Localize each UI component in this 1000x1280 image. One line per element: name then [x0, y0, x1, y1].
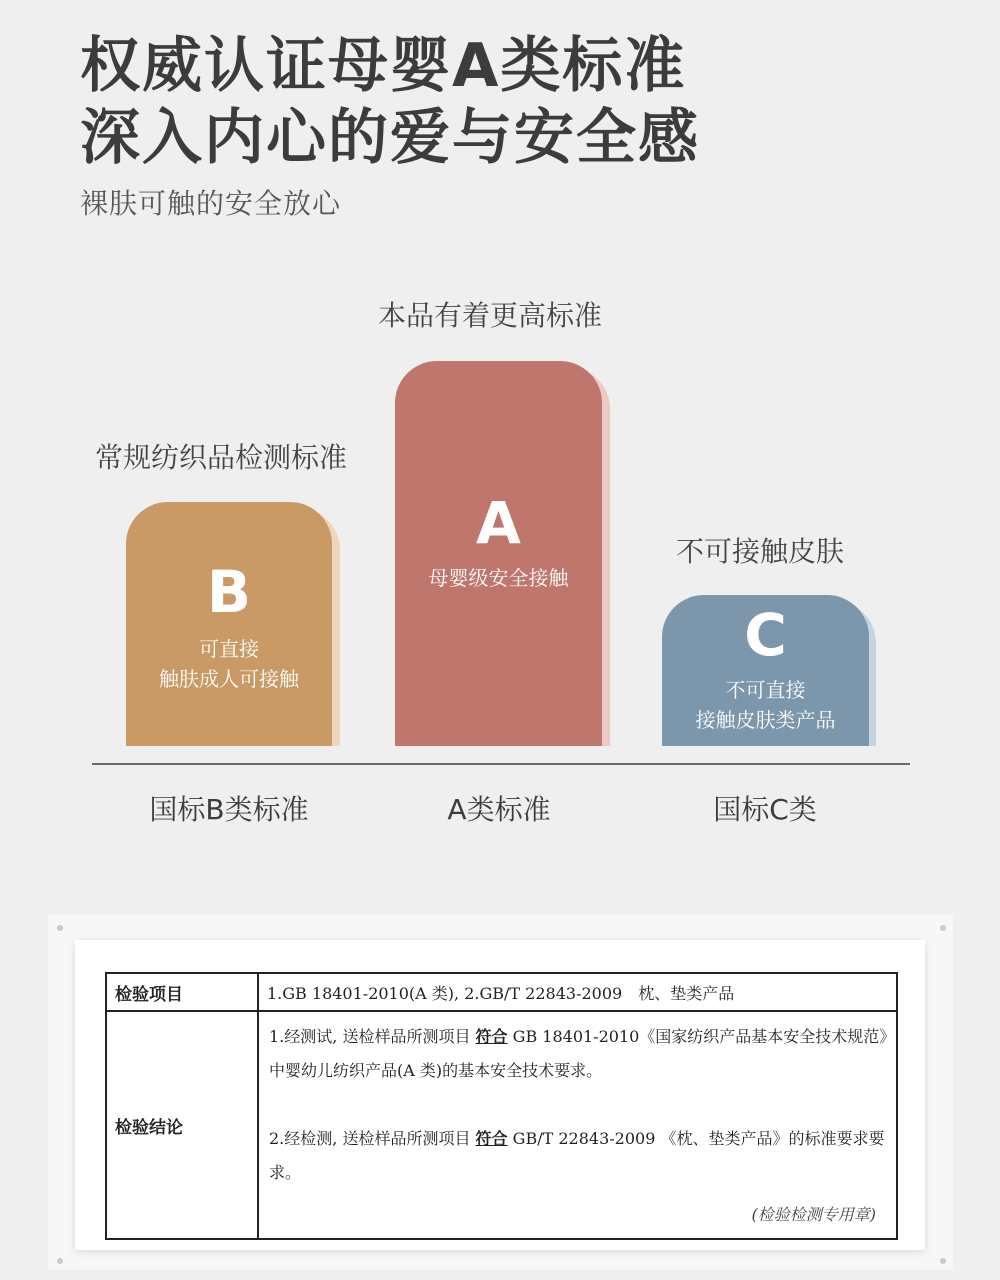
headline-line-2: 深入内心的爱与安全感 — [80, 103, 700, 173]
bar-a-letter: A — [476, 489, 521, 557]
conclusion-label: 检验结论 — [106, 1011, 258, 1239]
bar-caption-c: 不可接触皮肤 — [676, 535, 845, 568]
conclusion-2-suffix: GB/T 22843-2009 《枕、垫类产品》的标准要求要求。 — [269, 1129, 885, 1182]
conclusion-text — [258, 1011, 897, 1239]
conclusion-2 — [269, 1122, 888, 1190]
pin-dot — [940, 1258, 946, 1264]
bar-b-desc-2: 触肤成人可接触 — [159, 667, 299, 691]
bar-b-desc-1: 可直接 — [199, 637, 259, 661]
items-label: 检验项目 — [106, 973, 258, 1011]
bar-c-letter: C — [744, 601, 787, 669]
bar-c-desc-1: 不可直接 — [725, 678, 806, 702]
conclusion-1-mark: 符合 — [475, 1027, 508, 1046]
pin-dot — [57, 925, 63, 931]
baseline-divider — [92, 763, 910, 765]
table-row — [106, 973, 897, 1011]
subheadline: 裸肤可触的安全放心 — [80, 187, 342, 220]
headline-line-1: 权威认证母婴A类标准 — [80, 31, 687, 101]
axis-label-b: 国标B类标准 — [149, 793, 309, 826]
conclusion-1-suffix: GB 18401-2010《国家纺织产品基本安全技术规范》中婴幼儿纺织产品(A 类)的基本安全技术要求。 — [269, 1027, 888, 1080]
bar-b — [126, 502, 332, 746]
bar-c-desc-2: 接触皮肤类产品 — [695, 708, 836, 732]
bar-c — [662, 595, 869, 746]
conclusion-2-prefix: 2.经检测, 送检样品所测项目 — [269, 1129, 471, 1148]
bar-caption-a: 本品有着更高标准 — [378, 299, 603, 332]
table-row — [106, 1011, 897, 1239]
conclusion-1 — [269, 1020, 888, 1088]
items-value: 1.GB 18401-2010(A 类), 2.GB/T 22843-2009 枕、垫类产品 — [258, 973, 897, 1011]
axis-label-c: 国标C类 — [713, 793, 817, 826]
bar-a — [395, 361, 602, 746]
headline — [80, 30, 700, 174]
bar-caption-b: 常规纺织品检测标准 — [95, 441, 348, 474]
inspection-table — [105, 972, 898, 1240]
bar-b-letter: B — [206, 558, 252, 626]
conclusion-1-prefix: 1.经测试, 送检样品所测项目 — [269, 1027, 471, 1046]
seal-note: (检验检测专用章) — [751, 1205, 876, 1224]
pin-dot — [57, 1258, 63, 1264]
bar-a-desc-1: 母婴级安全接触 — [428, 566, 569, 590]
conclusion-2-mark: 符合 — [475, 1129, 508, 1148]
axis-label-a: A类标准 — [447, 793, 551, 826]
pin-dot — [940, 925, 946, 931]
